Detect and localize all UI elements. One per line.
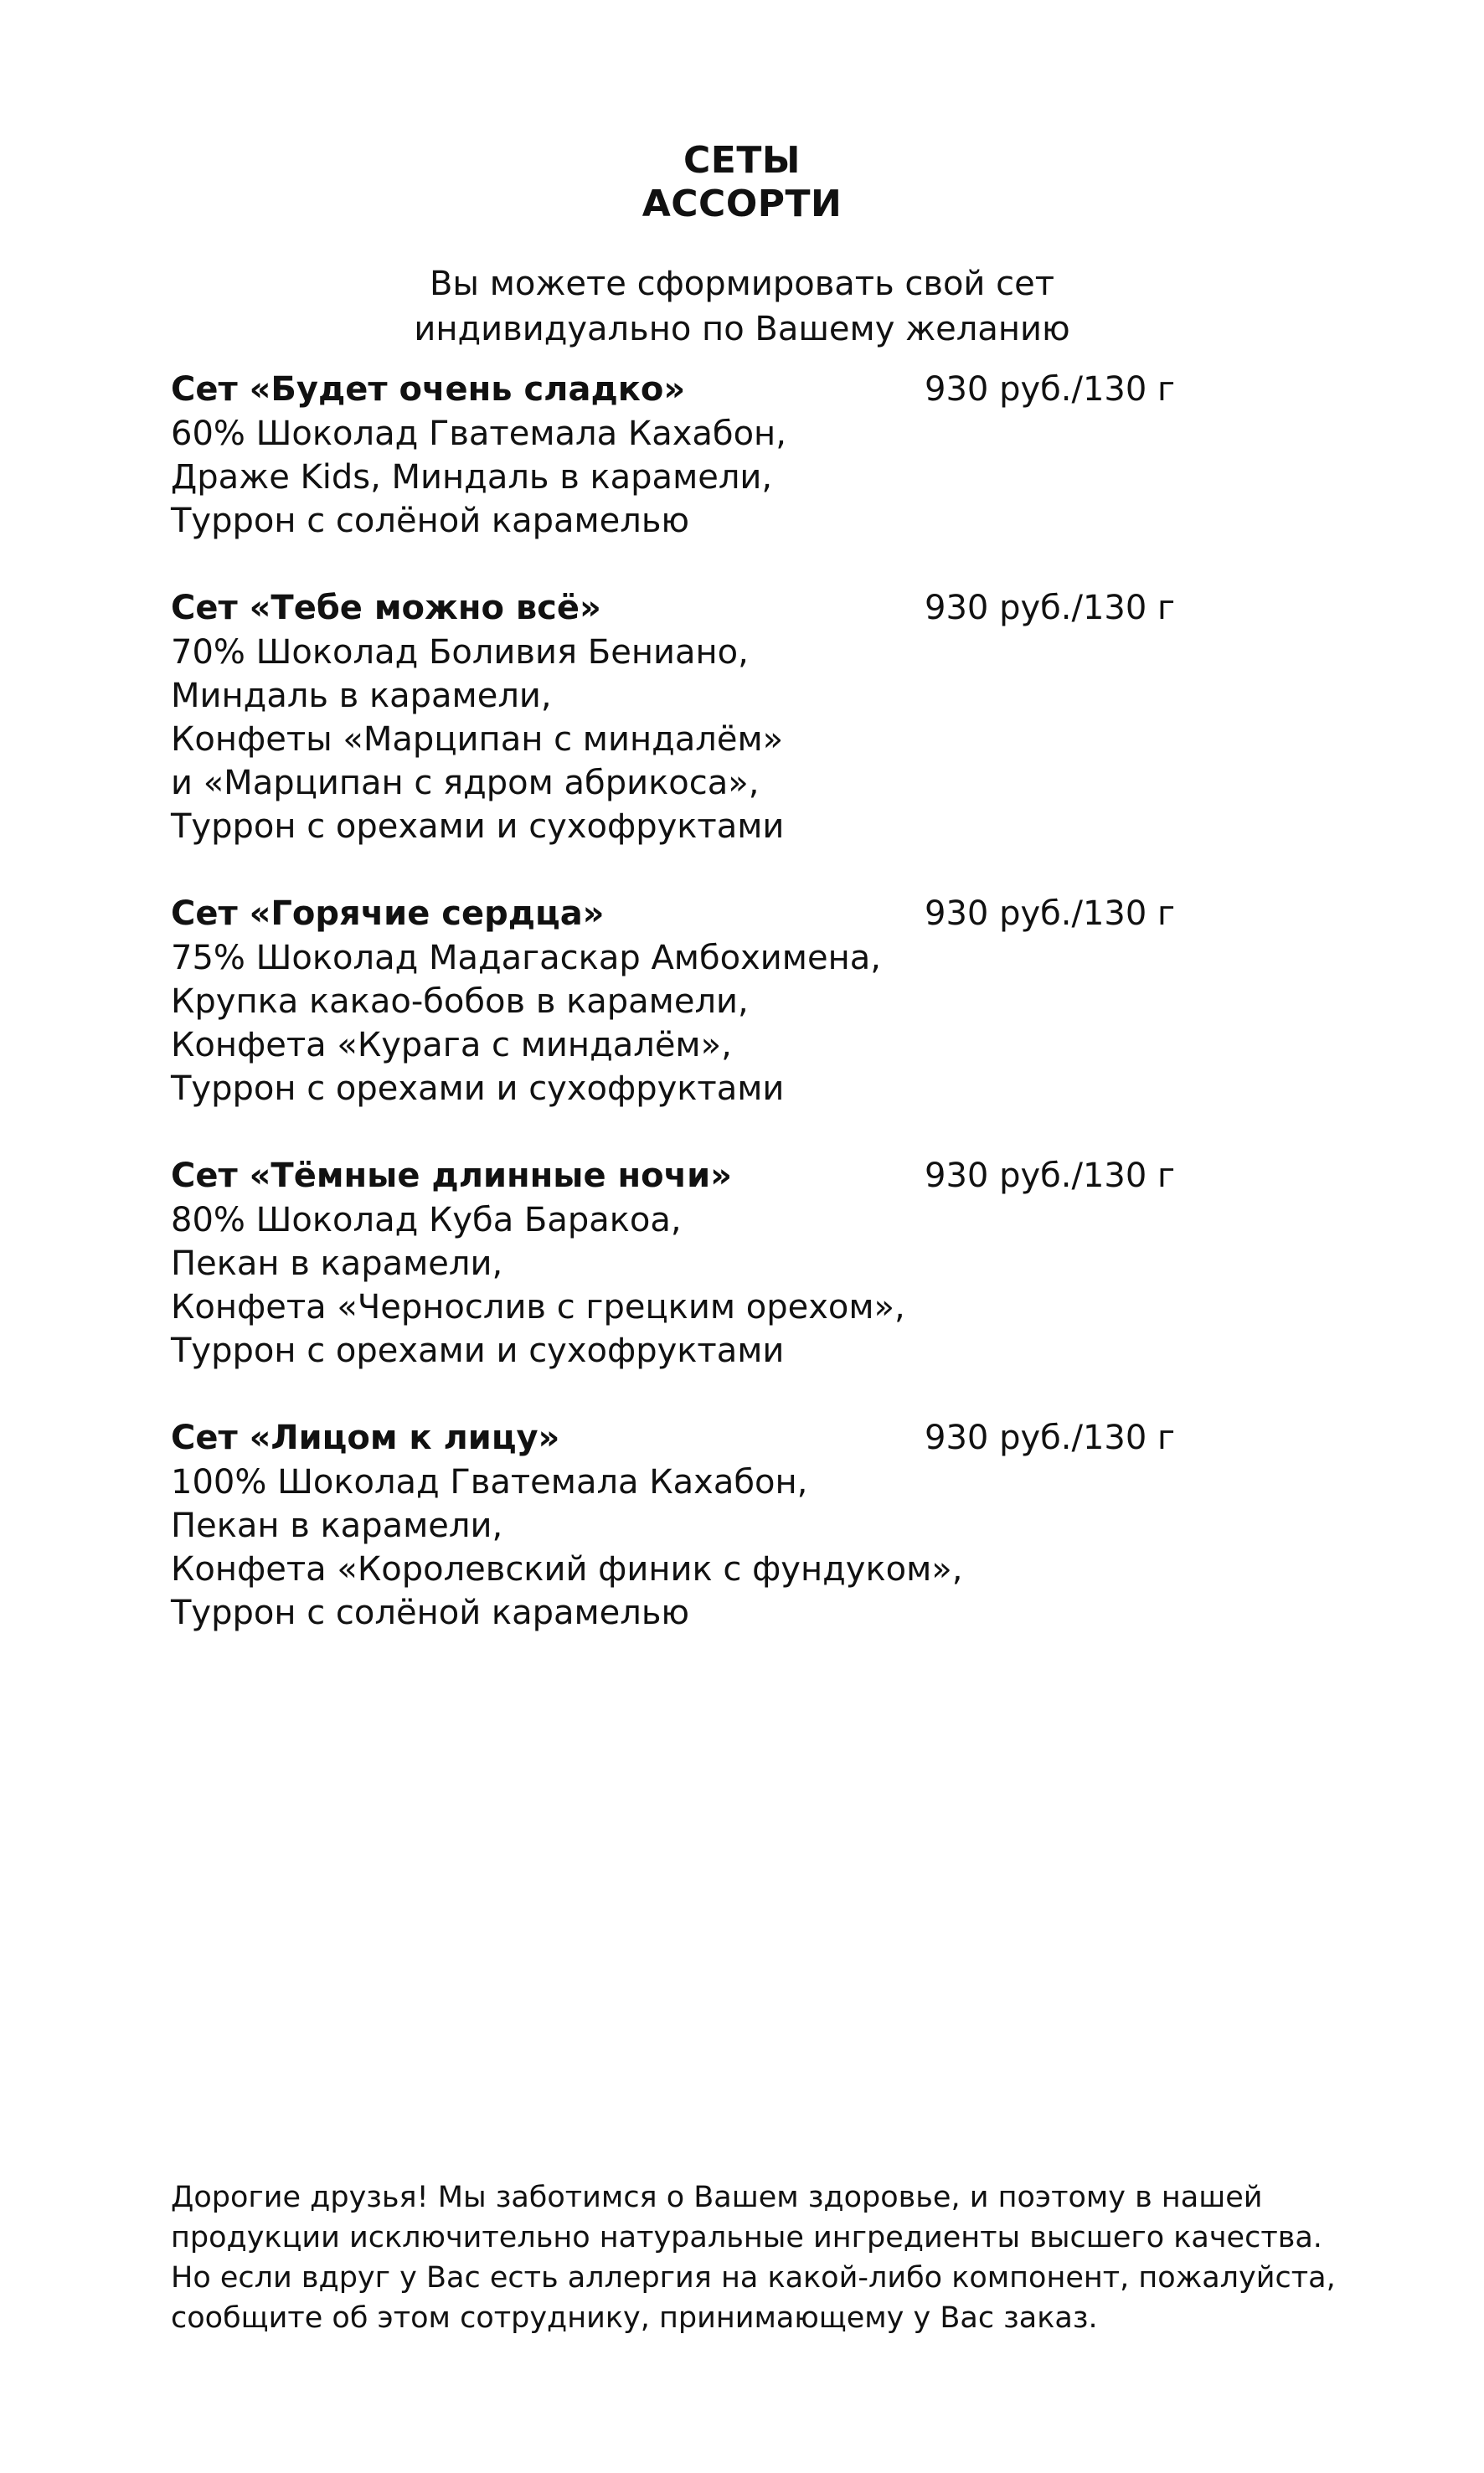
menu-item-description-line: Туррон с орехами и сухофруктами	[171, 1069, 785, 1108]
menu-item	[171, 1153, 1176, 1373]
menu-item-description-line: Конфеты «Марципан с миндалём»	[171, 720, 784, 759]
menu-item-description-line: Конфета «Курага с миндалём»,	[171, 1026, 732, 1064]
menu-item-description-line: Туррон с орехами и сухофруктами	[171, 1332, 785, 1370]
menu-item-header	[171, 891, 1176, 936]
menu-item-description-line: Туррон с солёной карамелью	[171, 502, 690, 540]
menu-item-header	[171, 585, 1176, 631]
menu-item-description-line: Драже Kids, Миндаль в карамели,	[171, 458, 773, 497]
menu-item-price: 930 руб./130 г	[925, 1419, 1176, 1457]
allergy-notice-line: продукции исключительно натуральные ингредиенты высшего качества.	[171, 2221, 1322, 2254]
menu-item-description-line: и «Марципан с ядром абрикоса»,	[171, 764, 760, 802]
title-line: СЕТЫ	[683, 139, 801, 182]
menu-item-price: 930 руб./130 г	[925, 589, 1176, 627]
menu-item	[171, 1415, 1176, 1635]
menu-item-description-line: Конфета «Чернослив с грецким орехом»,	[171, 1288, 905, 1327]
title-line: АССОРТИ	[642, 183, 842, 225]
menu-item-price: 930 руб./130 г	[925, 894, 1176, 933]
menu-item-description-line: Крупка какао-бобов в карамели,	[171, 982, 749, 1021]
subtitle-line: индивидуально по Вашему желанию	[414, 310, 1070, 348]
menu-item-name: Сет «Тёмные длинные ночи»	[171, 1157, 732, 1195]
menu-item-header	[171, 1153, 1176, 1198]
menu-item-description-line: 80% Шоколад Куба Баракоа,	[171, 1201, 682, 1239]
menu-item	[171, 585, 1176, 848]
menu-item	[171, 891, 1176, 1110]
menu-item-description-line: Миндаль в карамели,	[171, 677, 552, 715]
page-subtitle	[0, 261, 1484, 352]
menu-item-name: Сет «Будет очень сладко»	[171, 370, 686, 409]
menu-item-name: Сет «Горячие сердца»	[171, 894, 605, 933]
menu-item-name: Сет «Тебе можно всё»	[171, 589, 601, 627]
menu-item-header	[171, 367, 1176, 412]
menu-item-description-line: Туррон с орехами и сухофруктами	[171, 807, 785, 846]
allergy-notice-line: сообщите об этом сотруднику, принимающему у Вас заказ.	[171, 2301, 1098, 2335]
allergy-notice-line: Дорогие друзья! Мы заботимся о Вашем здоровье, и поэтому в нашей	[171, 2181, 1263, 2214]
menu-item-description-line: 60% Шоколад Гватемала Кахабон,	[171, 415, 786, 453]
menu-item-description-line: Пекан в карамели,	[171, 1244, 503, 1283]
page-title	[0, 139, 1484, 226]
menu-item	[171, 367, 1176, 543]
menu-item-description-line: 70% Шоколад Боливия Бениано,	[171, 633, 749, 672]
menu-item-description-line: Конфета «Королевский финик с фундуком»,	[171, 1550, 963, 1589]
menu-item-description-line: 100% Шоколад Гватемала Кахабон,	[171, 1463, 808, 1502]
menu-item-description-line: Пекан в карамели,	[171, 1507, 503, 1545]
menu-item-price: 930 руб./130 г	[925, 1157, 1176, 1195]
allergy-notice-line: Но если вдруг у Вас есть аллергия на какой-либо компонент, пожалуйста,	[171, 2261, 1336, 2295]
subtitle-line: Вы можете сформировать свой сет	[429, 265, 1055, 303]
menu-item-price: 930 руб./130 г	[925, 370, 1176, 409]
menu-item-description-line: 75% Шоколад Мадагаскар Амбохимена,	[171, 939, 881, 977]
allergy-notice	[171, 2177, 1343, 2338]
menu-item-description-line: Туррон с солёной карамелью	[171, 1594, 690, 1632]
menu-item-name: Сет «Лицом к лицу»	[171, 1419, 560, 1457]
menu-item-header	[171, 1415, 1176, 1461]
